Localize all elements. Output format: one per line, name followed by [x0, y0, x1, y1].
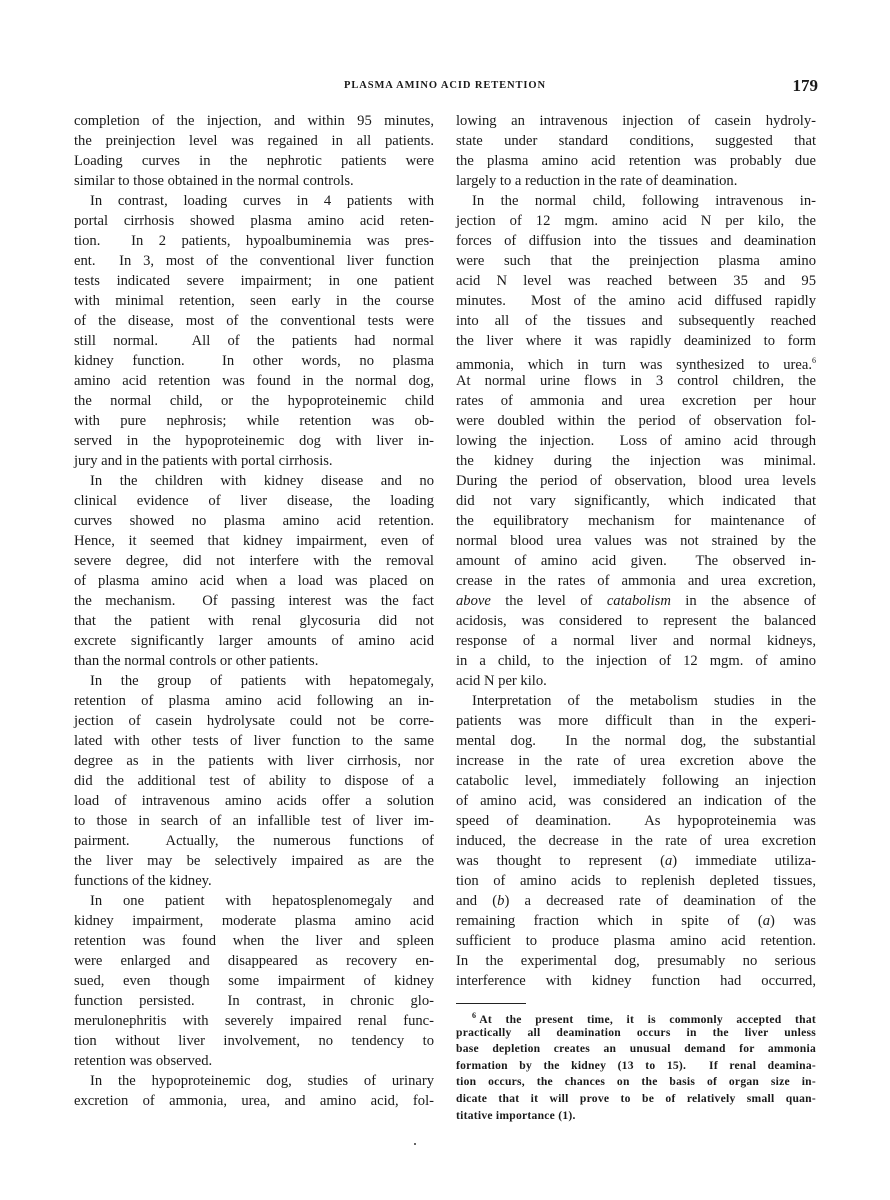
- text-line: tests indicated severe impairment; in one patient: [74, 273, 434, 289]
- text-line: state under standard conditions, suggested that: [456, 133, 816, 149]
- left-column: [74, 111, 434, 1111]
- text-line: In contrast, loading curves in 4 patients with: [90, 193, 434, 209]
- text-line: At normal urine flows in 3 control children, the: [456, 373, 816, 389]
- footnote-line: titative importance (1).: [456, 1108, 576, 1122]
- text-line: jection of casein hydrolysate could not be corre-: [74, 713, 434, 729]
- text-line: minutes. Most of the amino acid diffused rapidly: [456, 293, 816, 309]
- footnote-rule: [456, 1003, 526, 1004]
- footnote-line: formation by the kidney (13 to 15). If renal deamina-: [456, 1058, 816, 1072]
- text-line: sufficient to produce plasma amino acid retention.: [456, 933, 816, 949]
- text-line: mental dog. In the normal dog, the substantial: [456, 733, 816, 749]
- text-line: lowing the injection. Loss of amino acid through: [456, 433, 816, 449]
- footnote-reference[interactable]: 6: [812, 356, 816, 365]
- text-line: lated with other tests of liver function to the same: [74, 733, 434, 749]
- text-line: load of intravenous amino acids offer a solution: [74, 793, 434, 809]
- text-line: In the children with kidney disease and no: [90, 473, 434, 489]
- text-line: retention was observed.: [74, 1053, 213, 1069]
- text-line: tion of amino acids to replenish depleted tissues,: [456, 873, 816, 889]
- text-line: Loading curves in the nephrotic patients were: [74, 153, 434, 169]
- text-line: into all of the tissues and subsequently reached: [456, 313, 816, 329]
- text-line: acidosis, was considered to represent the balanced: [456, 613, 816, 629]
- footnote: [456, 1008, 816, 1124]
- text-line: degree as in the patients with liver cirrhosis, nor: [74, 753, 434, 769]
- text-line: did the additional test of ability to dispose of a: [74, 773, 434, 789]
- text-line: interference with kidney function had occurred,: [456, 973, 816, 989]
- text-line: excretion of ammonia, urea, and amino acid, fol-: [74, 1093, 434, 1109]
- text-line: were such that the preinjection plasma amino: [456, 253, 816, 269]
- text-line: pairment. Actually, the numerous functions of: [74, 833, 434, 849]
- text-line: In the normal child, following intravenous in-: [472, 193, 816, 209]
- footnote-marker: 6: [472, 1011, 477, 1020]
- text-line: in a child, to the injection of 12 mgm. of amino: [456, 653, 816, 669]
- text-line: of the disease, most of the conventional tests were: [74, 313, 434, 329]
- text-line: than the normal controls or other patients.: [74, 653, 319, 669]
- text-line: with minimal retention, seen early in the course: [74, 293, 434, 309]
- text-line: amino acid retention was found in the normal dog,: [74, 373, 434, 389]
- text-line: portal cirrhosis showed plasma amino acid reten-: [74, 213, 434, 229]
- text-line: above the level of catabolism in the absence of: [456, 593, 816, 609]
- text-line: largely to a reduction in the rate of deamination.: [456, 173, 738, 189]
- text-line: ammonia, which in turn was synthesized to urea.$^6$: [456, 356, 816, 373]
- text-line: catabolic level, immediately following an injection: [456, 773, 816, 789]
- text-line: crease in the rates of ammonia and urea excretion,: [456, 573, 816, 589]
- text-line: retention of plasma amino acid following an in-: [74, 693, 434, 709]
- text-line: were doubled within the period of observation fol-: [456, 413, 816, 429]
- text-line: jury and in the patients with portal cirrhosis.: [74, 453, 333, 469]
- text-line: kidney impairment, moderate plasma amino acid: [74, 913, 434, 929]
- text-line: merulonephritis with severely impaired renal func-: [74, 1013, 434, 1029]
- running-title: PLASMA AMINO ACID RETENTION: [344, 80, 546, 91]
- footnote-line: practically all deamination occurs in the liver unless: [456, 1025, 816, 1039]
- text-line: served in the hypoproteinemic dog with liver in-: [74, 433, 434, 449]
- text-line: In one patient with hepatosplenomegaly and: [90, 893, 434, 909]
- text-line: induced, the decrease in the rate of urea excretion: [456, 833, 816, 849]
- text-line: similar to those obtained in the normal controls.: [74, 173, 354, 189]
- text-line: patients was more difficult than in the experi-: [456, 713, 816, 729]
- text-line: speed of deamination. As hypoproteinemia was: [456, 813, 816, 829]
- text-line: retention was found when the liver and spleen: [74, 933, 434, 949]
- text-line: the liver may be selectively impaired as are the: [74, 853, 434, 869]
- text-line: increase in the rate of urea excretion above the: [456, 753, 816, 769]
- text-line: still normal. All of the patients had normal: [74, 333, 434, 349]
- text-line: In the experimental dog, presumably no serious: [456, 953, 816, 969]
- text-line: severe degree, did not interfere with the removal: [74, 553, 434, 569]
- text-line: that the patient with renal glycosuria did not: [74, 613, 434, 629]
- text-line: with pure nephrosis; while retention was ob-: [74, 413, 434, 429]
- text-line: was thought to represent (a) immediate utiliza-: [456, 853, 816, 869]
- text-line: lowing an intravenous injection of casein hydroly-: [456, 113, 816, 129]
- text-line: the normal child, or the hypoproteinemic child: [74, 393, 434, 409]
- text-line: the kidney during the injection was minimal.: [456, 453, 816, 469]
- text-line: ent. In 3, most of the conventional liver function: [74, 253, 434, 269]
- footnote-line: dicate that it will prove to be of relatively small quan-: [456, 1091, 816, 1105]
- text-line: In the hypoproteinemic dog, studies of urinary: [90, 1073, 434, 1089]
- text-line: jection of 12 mgm. amino acid N per kilo, the: [456, 213, 816, 229]
- text-line: normal blood urea values was not strained by the: [456, 533, 816, 549]
- text-line: did not vary significantly, which indicated that: [456, 493, 816, 509]
- running-head: [0, 78, 890, 96]
- text-line: and (b) a decreased rate of deamination of the: [456, 893, 816, 909]
- text-line: response of a normal liver and normal kidneys,: [456, 633, 816, 649]
- text-line: Hence, it seemed that kidney impairment, even of: [74, 533, 434, 549]
- text-line: remaining fraction which in spite of (a) was: [456, 913, 816, 929]
- text-line: tion without liver involvement, no tendency to: [74, 1033, 434, 1049]
- text-line: acid N level was reached between 35 and 95: [456, 273, 816, 289]
- text-line: kidney function. In other words, no plasma: [74, 353, 434, 369]
- footnote-line: $^6$ At the present time, it is commonly accepted that: [472, 1011, 816, 1026]
- text-line: rates of ammonia and urea excretion per hour: [456, 393, 816, 409]
- text-line: functions of the kidney.: [74, 873, 212, 889]
- right-column: [456, 111, 816, 991]
- footnote-line: tion occurs, the chances on the basis of organ size in-: [456, 1075, 816, 1089]
- text-line: During the period of observation, blood urea levels: [456, 473, 816, 489]
- text-line: sued, even though some impairment of kidney: [74, 973, 434, 989]
- text-line: amount of amino acid given. The observed in-: [456, 553, 816, 569]
- text-line: the liver where it was rapidly deaminized to form: [456, 333, 816, 349]
- page-mark: [414, 1143, 416, 1145]
- text-line: were enlarged and disappeared as recovery en-: [74, 953, 434, 969]
- text-line: the plasma amino acid retention was probably due: [456, 153, 816, 169]
- text-line: forces of diffusion into the tissues and deamination: [456, 233, 816, 249]
- page-number: 179: [792, 76, 818, 95]
- text-line: In the group of patients with hepatomegaly,: [90, 673, 434, 689]
- text-line: excrete significantly larger amounts of amino acid: [74, 633, 434, 649]
- text-line: tion. In 2 patients, hypoalbuminemia was pres-: [74, 233, 434, 249]
- footnote-line: base depletion creates an unusual demand for ammonia: [456, 1042, 816, 1056]
- text-line: the equilibratory mechanism for maintenance of: [456, 513, 816, 529]
- text-line: curves showed no plasma amino acid retention.: [74, 513, 434, 529]
- text-line: to those in search of an infallible test of liver im-: [74, 813, 434, 829]
- text-line: of plasma amino acid when a load was placed on: [74, 573, 434, 589]
- text-line: acid N per kilo.: [456, 673, 547, 689]
- text-line: Interpretation of the metabolism studies in the: [472, 693, 816, 709]
- text-line: the preinjection level was regained in all patients.: [74, 133, 434, 149]
- text-line: function persisted. In contrast, in chronic glo-: [74, 993, 434, 1009]
- text-line: clinical evidence of liver disease, the loading: [74, 493, 434, 509]
- text-line: completion of the injection, and within 95 minutes,: [74, 113, 434, 129]
- text-line: the mechanism. Of passing interest was the fact: [74, 593, 434, 609]
- text-line: of amino acid, was considered an indication of the: [456, 793, 816, 809]
